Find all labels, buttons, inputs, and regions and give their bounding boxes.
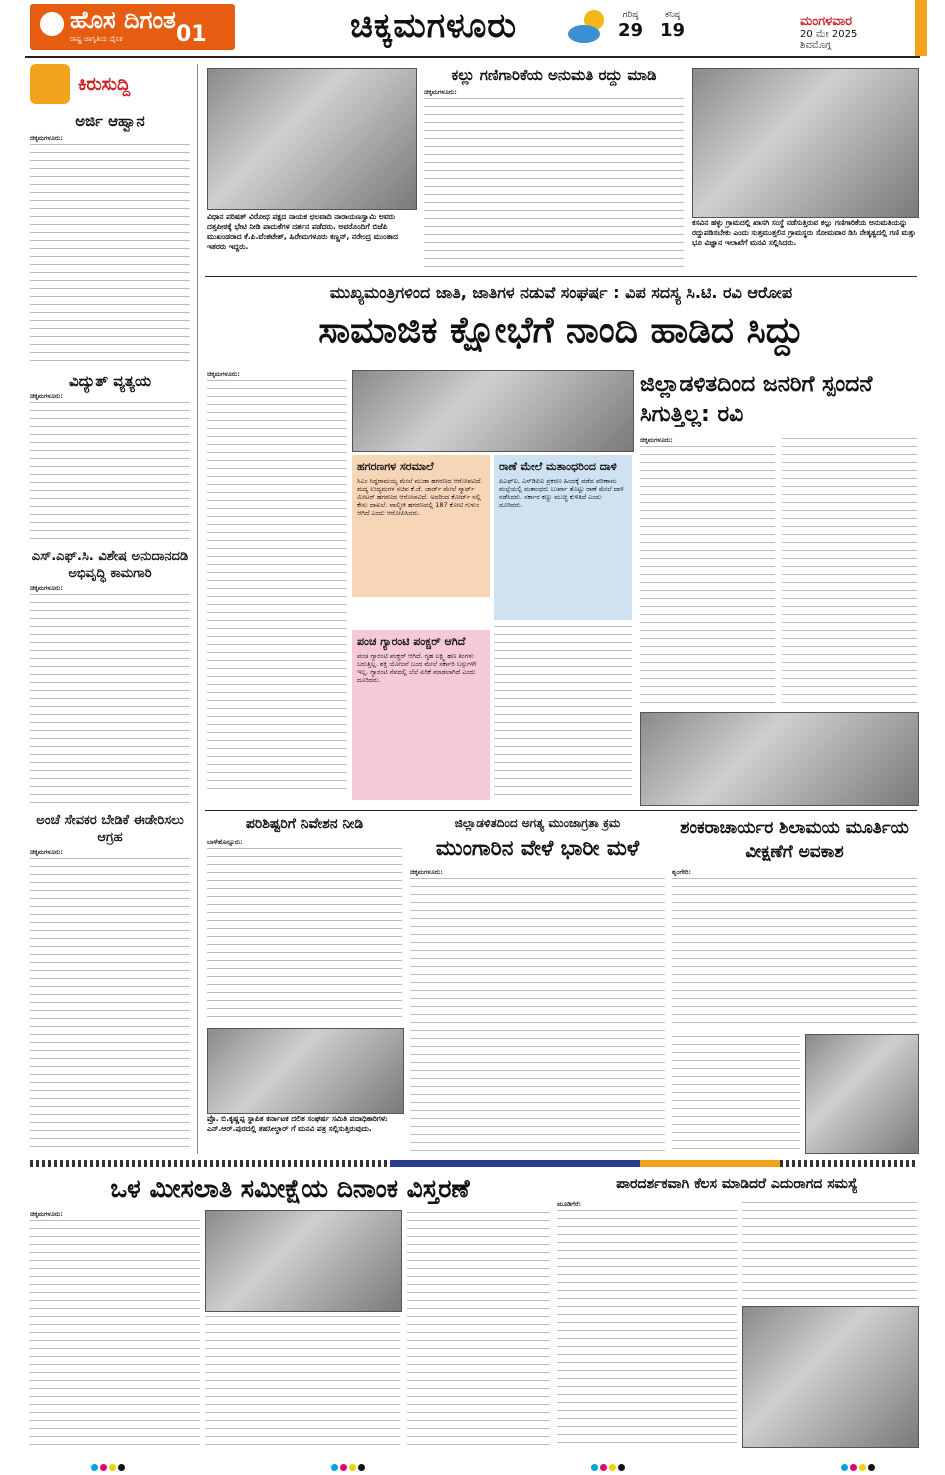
right-story-headline: ಜಿಲ್ಲಾಡಳಿತದಿಂದ ಜನರಿಗೆ ಸ್ಪಂದನೆ ಸಿಗುತ್ತಿಲ್ಲ: ರವಿ xyxy=(640,372,873,427)
registration-marks-3 xyxy=(590,1456,626,1475)
photo-cong-press xyxy=(640,712,919,806)
quarry-lead: ಚಿಕ್ಕಮಗಳೂರು: xyxy=(424,88,457,96)
weather-icon xyxy=(564,6,612,46)
min-temp-value: 19 xyxy=(660,20,686,41)
shankara-lead: ಶೃಂಗೇರಿ: xyxy=(672,868,691,876)
shankara-body xyxy=(672,868,917,1028)
registration-marks-2 xyxy=(330,1456,366,1475)
logo-emblem-icon xyxy=(40,12,64,36)
divider-strip-right xyxy=(780,1160,917,1167)
city: ಶಿವಮೊಗ್ಗ xyxy=(800,40,832,51)
info-box-scams-text: ಸಿಎಂ ಸಿದ್ದರಾಮಯ್ಯ ಮೇಲೆ ಮುಡಾ ಹಗರಣದ ಆರೋಪವಿದೆ. ಮದ್ಯ ಉದ್ಯಮಗಳ ಸಚಿವ ಕೆ.ಜೆ. ಜಾರ್ಜ್ ಮೇಲೆ ಸ್ಮಾರ್ಟ್ ಮೀಟರ್ ಹಗರಣದ ಆರೋಪವಿದೆ. ಅದರಿಂದ ಕೋರ್ಟ್ ನಲ್ಲಿ ಕೇಸು ದಾಖಲೆ. ವಾಲ್ಮೀಕಿ ಹಗರಣದಲ್ಲಿ 187 ಕೋಟಿ ಗುಳುಂ ಆಗಿದೆ ಎಂದು ಆರೋಪಿಸಿದರು. xyxy=(357,477,483,517)
lead-kicker: ಮುಖ್ಯಮಂತ್ರಿಗಳಿಂದ ಜಾತಿ, ಜಾತಿಗಳ ನಡುವೆ ಸಂಘರ್ಷ : ವಿಪ ಸದಸ್ಯ ಸಿ.ಟಿ. ರವಿ ಆರೋಪ xyxy=(329,283,793,302)
info-box-attack-text: ಪಿಎಫ್‌ಐ, ಎಸ್‌ಡಿಪಿಐ ಪ್ರಕರಣ ಹಿಂದಕ್ಕೆ ಪಡೆದ ಪರಿಣಾಮ ಮಲ್ಪೆಯಲ್ಲಿ ಮತಾಂಧರು ಬುರ್ಖಾ ತೊಟ್ಟು ರಾಣೆ ಮೇಲೆ ದಾಳಿ ನಡೆಸಿದರು. ಸರ್ಕಾರ ಕಣ್ಣು ಮುಚ್ಚಿ ಕುಳಿತಿದೆ ಎಂದು ದೂರಿದರು. xyxy=(499,477,624,509)
lead-body-col3 xyxy=(494,624,632,800)
survey-headline: ಒಳ ಮೀಸಲಾತಿ ಸಮೀಕ್ಷೆಯ ದಿನಾಂಕ ವಿಸ್ತರಣೆ xyxy=(110,1174,470,1203)
monsoon-kicker: ಜಿಲ್ಲಾಡಳಿತದಿಂದ ಅಗತ್ಯ ಮುಂಜಾಗ್ರತಾ ಕ್ರಮ xyxy=(454,816,621,830)
sc-land-body xyxy=(207,838,402,1023)
monsoon-headline: ಮುಂಗಾರಿನ ವೇಳೆ ಭಾರೀ ಮಳೆ xyxy=(435,836,640,860)
brief-lead-4: ಚಿಕ್ಕಮಗಳೂರು: xyxy=(30,848,63,856)
brief-heading-3: ಎಸ್.ಎಫ್.ಸಿ. ವಿಶೇಷ ಅನುದಾನದಡಿ ಅಭಿವೃದ್ಧಿ ಕಾಮಗಾರಿ xyxy=(31,549,189,581)
accent-bar xyxy=(915,0,927,56)
right-story-body-col2 xyxy=(782,436,917,706)
max-temp-value: 29 xyxy=(618,20,644,41)
brief-heading-4: ಅಂಚೆ ಸೇವಕರ ಬೇಡಿಕೆ ಈಡೇರಿಸಲು ಆಗ್ರಹ xyxy=(36,813,184,845)
survey-body-col1 xyxy=(30,1210,200,1450)
sidebar-brand xyxy=(30,64,190,106)
lead-lead: ಚಿಕ್ಕಮಗಳೂರು: xyxy=(207,370,240,378)
photo-datta-peetha xyxy=(207,68,417,210)
top-row-rule xyxy=(205,276,917,277)
paper-name: ಹೊಸ ದಿಗಂತ xyxy=(70,6,176,34)
monsoon-body xyxy=(410,868,665,1153)
survey-lead: ಚಿಕ್ಕಮಗಳೂರು: xyxy=(30,1210,63,1218)
sidebar-divider xyxy=(197,64,198,1154)
min-temp-block xyxy=(660,10,685,41)
right-story-lead: ಚಿಕ್ಕಮಗಳೂರು: xyxy=(640,436,673,444)
date: 20 ಮೇ 2025 xyxy=(800,29,858,40)
quarry-headline: ಕಲ್ಲು ಗಣಿಗಾರಿಕೆಯ ಅನುಮತಿ ರದ್ದು ಮಾಡಿ xyxy=(451,66,657,84)
lead-headline: ಸಾಮಾಜಿಕ ಕ್ಷೋಭೆಗೆ ನಾಂದಿ ಹಾಡಿದ ಸಿದ್ದು xyxy=(318,310,804,351)
transparency-headline: ಪಾರದರ್ಶಕವಾಗಿ ಕೆಲಸ ಮಾಡಿದರೆ ಎದುರಾಗದ ಸಮಸ್ಯೆ xyxy=(616,1176,858,1192)
lead-body-col1 xyxy=(207,370,347,795)
survey-body-col2 xyxy=(205,1314,400,1450)
edition-title: ಚಿಕ್ಕಮಗಳೂರು xyxy=(350,6,518,46)
photo-shankara-statue xyxy=(805,1034,919,1154)
paper-tagline: ರಾಷ್ಟ್ರ ಜಾಗೃತಿಯ ದೈನಿಕ xyxy=(70,35,123,43)
photo-transparency-meet xyxy=(742,1306,919,1448)
right-story-body-col1 xyxy=(640,436,775,706)
divider-strip-orange xyxy=(640,1160,780,1167)
brief-body-4 xyxy=(30,848,190,1148)
transparency-body-col2 xyxy=(742,1200,917,1300)
survey-body-col3 xyxy=(407,1210,550,1450)
sc-land-headline: ಪರಿಶಿಷ್ಟರಿಗೆ ನಿವೇಶನ ನೀಡಿ xyxy=(245,816,364,832)
min-temp-label: ಕನಿಷ್ಠ xyxy=(664,10,681,20)
photo-survey-officials xyxy=(205,1210,402,1312)
brief-body-3 xyxy=(30,584,190,806)
page-number: 01 xyxy=(176,22,207,47)
quarry-body xyxy=(424,88,684,268)
max-temp-block xyxy=(618,10,643,41)
max-temp-label: ಗರಿಷ್ಠ xyxy=(622,10,639,20)
photo-caption-dss: ಪ್ರೊ. ಬಿ.ಕೃಷ್ಣಪ್ಪ ಸ್ಥಾಪಿತ ಕರ್ನಾಟಕ ದಲಿತ ಸಂಘರ್ಷ ಸಮಿತಿ ಪದಾಧಿಕಾರಿಗಳು ಎನ್.ಆರ್.ಪುರದಲ್ಲಿ ತಹಸೀಲ್ದಾರ್ ಗೆ ಮನವಿ ಪತ್ರ ಸಲ್ಲಿಸುತ್ತಿರುವುದು. xyxy=(207,1114,388,1133)
sc-land-lead: ಬಾಳೆಹೊನ್ನೂರು: xyxy=(207,838,243,846)
divider-strip-left xyxy=(30,1160,390,1167)
transparency-body-col1 xyxy=(557,1200,737,1450)
brief-lead-2: ಚಿಕ್ಕಮಗಳೂರು: xyxy=(30,392,63,400)
date-block xyxy=(800,14,857,51)
brief-heading-2: ವಿದ್ಯುತ್ ವ್ಯತ್ಯಯ xyxy=(68,372,152,390)
info-box-guarantee-title: ಪಂಚ ಗ್ಯಾರಂಟಿ ಪಂಕ್ಚರ್ ಆಗಿದೆ xyxy=(357,635,466,648)
divider-strip-blue xyxy=(390,1160,640,1167)
transparency-lead: ಮೂಡಿಗೆರೆ: xyxy=(557,1200,582,1208)
lead-row-rule xyxy=(205,810,917,811)
brief-heading-1: ಅರ್ಜಿ ಆಹ್ವಾನ xyxy=(75,112,145,130)
pointing-hand-icon xyxy=(30,64,70,104)
photo-quarry-petition xyxy=(692,68,919,218)
brief-lead-1: ಚಿಕ್ಕಮಗಳೂರು: xyxy=(30,134,63,142)
photo-press-meet xyxy=(352,370,634,452)
brief-body-2 xyxy=(30,392,190,542)
brief-lead-3: ಚಿಕ್ಕಮಗಳೂರು: xyxy=(30,584,63,592)
brief-body-1 xyxy=(30,134,190,364)
shankara-headline: ಶಂಕರಾಚಾರ್ಯರ ಶಿಲಾಮಯ ಮೂರ್ತಿಯ ವೀಕ್ಷಣೆಗೆ ಅವಕಾಶ xyxy=(680,818,909,862)
info-box-attack xyxy=(494,455,632,620)
photo-caption-quarry: ಕಸವಿನ ಹಳ್ಳು ಗ್ರಾಮದಲ್ಲಿ ಖಾಸಗಿ ಸಂಸ್ಥೆ ನಡೆಸುತ್ತಿರುವ ಕಲ್ಲು ಗಣಿಗಾರಿಕೆಯ ಅನುಮತಿಯನ್ನು ರದ್ದುಪಡಿಸಬೇಕು ಎಂದು ಸುತ್ತಮುತ್ತಲಿನ ಗ್ರಾಮಸ್ಥರು ಸೋಮವಾರ ಡಿಸಿ ನೇತೃತ್ವದಲ್ಲಿ ಗಣಿ ಮತ್ತು ಭೂ ವಿಜ್ಞಾನ ಇಲಾಖೆಗೆ ಮನವಿ ಸಲ್ಲಿಸಿದರು. xyxy=(692,218,916,247)
monsoon-lead: ಚಿಕ್ಕಮಗಳೂರು: xyxy=(410,868,443,876)
masthead-rule xyxy=(25,56,920,58)
info-box-scams-title: ಹಗರಣಗಳ ಸರಮಾಲೆ xyxy=(357,460,434,473)
shankara-body-2 xyxy=(672,1034,800,1152)
info-box-guarantee xyxy=(352,630,490,800)
photo-dss-memo xyxy=(207,1028,404,1114)
info-box-attack-title: ರಾಣೆ ಮೇಲೆ ಮತಾಂಧರಿಂದ ದಾಳಿ xyxy=(499,460,617,473)
registration-marks-4 xyxy=(840,1456,876,1475)
registration-marks-1 xyxy=(90,1456,126,1475)
info-box-guarantee-text: ಪಂಚ ಗ್ಯಾರಂಟಿ ಪಂಕ್ಚರ್ ಆಗಿದೆ. ಗೃಹ ಲಕ್ಷ್ಮಿ ಹಣ ತಿಂಗಳು ಬರುತ್ತಿಲ್ಲ. ಶಕ್ತಿ ಯೋಜನೆ ಬಂದ ಮೇಲೆ ಸರ್ಕಾರಿ ಬಸ್ಸುಗಳೇ ಇಲ್ಲ. ಗ್ಯಾರಂಟಿ ನೆಪದಲ್ಲಿ ಬೆಲೆ ಏರಿಕೆ ಮಾಡಲಾಗಿದೆ ಎಂದು ದೂರಿದರು. xyxy=(357,652,477,684)
info-box-scams xyxy=(352,455,490,597)
photo-caption-datta-peetha: ವಿಧಾನ ಪರಿಷತ್ ವಿರೋಧ ಪಕ್ಷದ ನಾಯಕ ಛಲವಾದಿ ನಾರಾಯಣಸ್ವಾಮಿ ಅವರು ದತ್ತಪೀಠಕ್ಕೆ ಭೇಟಿ ನೀಡಿ ಪಾದುಕೆಗಳ ದರ್ಶನ ಪಡೆದರು. ಅವರೊಂದಿಗೆ ಬಿಜೆಪಿ ಮುಖಂಡರಾದ ಕೆ.ಪಿ.ವೆಂಕಟೇಶ್, ಹಿರೇಮಗಳೂರು ಕಣ್ಣನ್, ನರೇಂದ್ರ ಮುಂತಾದ ಇತರರು ಇದ್ದರು. xyxy=(207,212,398,251)
weekday: ಮಂಗಳವಾರ xyxy=(800,14,853,29)
sidebar-brand-label: ಕಿರುಸುದ್ದಿ xyxy=(78,74,131,95)
